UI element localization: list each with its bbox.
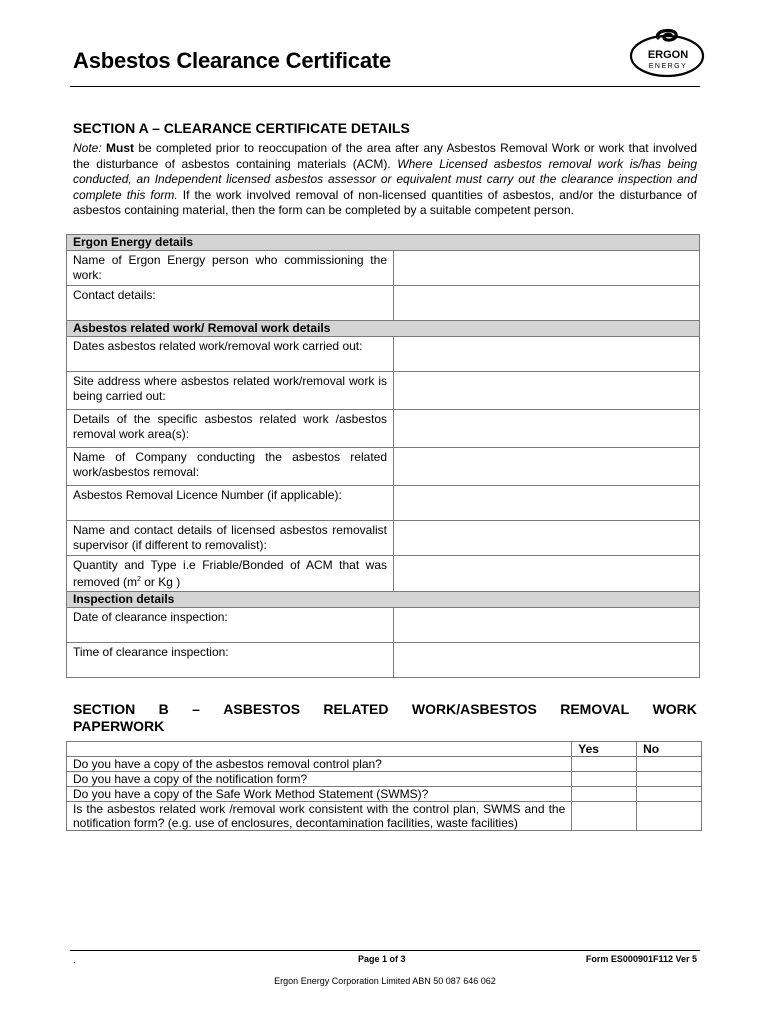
field-label: Asbestos Removal Licence Number (if applicable): [67,486,394,521]
form-row-inspection-date [67,608,700,643]
band-label: Inspection details [67,592,700,608]
question-row [67,772,702,787]
form-row-quantity [67,556,700,592]
field-label: Name and contact details of licensed asbestos removalist supervisor (if different to removalist): [67,521,394,556]
band-ergon-details [67,235,700,251]
heading-word: RELATED [323,701,389,717]
field-label: Name of Company conducting the asbestos related work/asbestos removal: [67,448,394,486]
quantity-label-b: or Kg ) [140,574,181,589]
section-b-table [66,741,702,831]
no-checkbox[interactable] [637,772,702,787]
licence-input[interactable] [394,486,700,521]
inspection-date-input[interactable] [394,608,700,643]
site-input[interactable] [394,372,700,410]
field-label: Dates asbestos related work/removal work carried out: [67,337,394,372]
no-checkbox[interactable] [637,757,702,772]
yes-header: Yes [572,742,637,757]
yesno-header-row [67,742,702,757]
section-b-heading-line2: PAPERWORK [73,718,165,734]
yes-checkbox[interactable] [572,802,637,831]
dates-input[interactable] [394,337,700,372]
note-text-1: be completed prior to reoccupation of the area after any Asbestos Removal Work or work that involved the disturbance of asbestos containing materials (ACM). [73,141,698,171]
question-text: Do you have a copy of the asbestos removal control plan? [67,757,572,772]
band-inspection-details [67,592,700,608]
ergon-energy-logo [628,28,706,80]
form-row-inspection-time [67,643,700,678]
heading-word: B [158,701,169,717]
heading-word: WORK/ASBESTOS [411,701,537,717]
heading-word: SECTION [73,701,136,717]
section-a-table [66,234,700,678]
no-checkbox[interactable] [637,787,702,802]
contact-input[interactable] [394,286,700,321]
footer-form-id: Form ES000901F112 Ver 5 [585,954,697,964]
field-label: Date of clearance inspection: [67,608,394,643]
field-label: Contact details: [67,286,394,321]
no-checkbox[interactable] [637,802,702,831]
note-italic: Where Licensed asbestos removal work is/has being conducted, an Independent licensed asbestos assessor or equivalent must carry out the clearance inspection and complete this form. [73,156,697,202]
yes-checkbox[interactable] [572,787,637,802]
section-a-heading: SECTION A – CLEARANCE CERTIFICATE DETAILS [73,120,410,136]
form-row-licence [67,486,700,521]
question-text: Do you have a copy of the Safe Work Method Statement (SWMS)? [67,787,572,802]
heading-word: REMOVAL [560,701,630,717]
footer-divider [70,950,700,951]
footer-page-number: Page 1 of 3 [358,954,406,964]
heading-word: WORK [652,701,697,717]
band-work-details [67,321,700,337]
note-text-2: If the work involved removal of non-licensed quantities of asbestos, and/or the disturbance of asbestos containing material, then the form can be completed by a suitable competent person. [73,187,697,217]
field-label: Name of Ergon Energy person who commissioning the work: [67,251,394,286]
question-row [67,787,702,802]
page-title: Asbestos Clearance Certificate [73,48,392,73]
section-b-heading-line1 [73,701,697,718]
form-row-site [67,372,700,410]
company-input[interactable] [394,448,700,486]
heading-word: ASBESTOS [223,701,301,717]
commissioner-input[interactable] [394,251,700,286]
heading-word: – [192,701,200,717]
field-label: Details of the specific asbestos related work /asbestos removal work area(s): [67,410,394,448]
question-row [67,802,702,831]
logo-line1: ERGON [647,49,689,61]
header-blank [67,742,572,757]
note-must: Must [106,141,135,155]
question-row [67,757,702,772]
question-text: Is the asbestos related work /removal work consistent with the control plan, SWMS and the notification form? (e.g. use of enclosures, decontamination facilities, waste facilities) [67,802,572,831]
yes-checkbox[interactable] [572,757,637,772]
form-row-dates [67,337,700,372]
footer-dot: . [73,955,76,965]
form-row-commissioner [67,251,700,286]
section-b-heading [73,701,697,735]
no-header: No [637,742,702,757]
field-label [67,556,394,592]
form-row-details [67,410,700,448]
details-input[interactable] [394,410,700,448]
band-label: Ergon Energy details [67,235,700,251]
inspection-time-input[interactable] [394,643,700,678]
field-label: Site address where asbestos related work/removal work is being carried out: [67,372,394,410]
quantity-label-a: Quantity and Type i.e Friable/Bonded of ACM that was removed (m [73,558,387,589]
note-label: Note: [73,141,102,155]
section-a-note [73,141,697,219]
form-row-company [67,448,700,486]
quantity-input[interactable] [394,556,700,592]
question-text: Do you have a copy of the notification form? [67,772,572,787]
form-row-supervisor [67,521,700,556]
supervisor-input[interactable] [394,521,700,556]
field-label: Time of clearance inspection: [67,643,394,678]
form-row-contact [67,286,700,321]
logo-line2: ENERGY [648,63,688,70]
header-divider [70,86,700,87]
footer-corporation: Ergon Energy Corporation Limited ABN 50 087 646 062 [274,976,496,986]
yes-checkbox[interactable] [572,772,637,787]
band-label: Asbestos related work/ Removal work details [67,321,700,337]
quantity-superscript: 2 [137,575,141,583]
